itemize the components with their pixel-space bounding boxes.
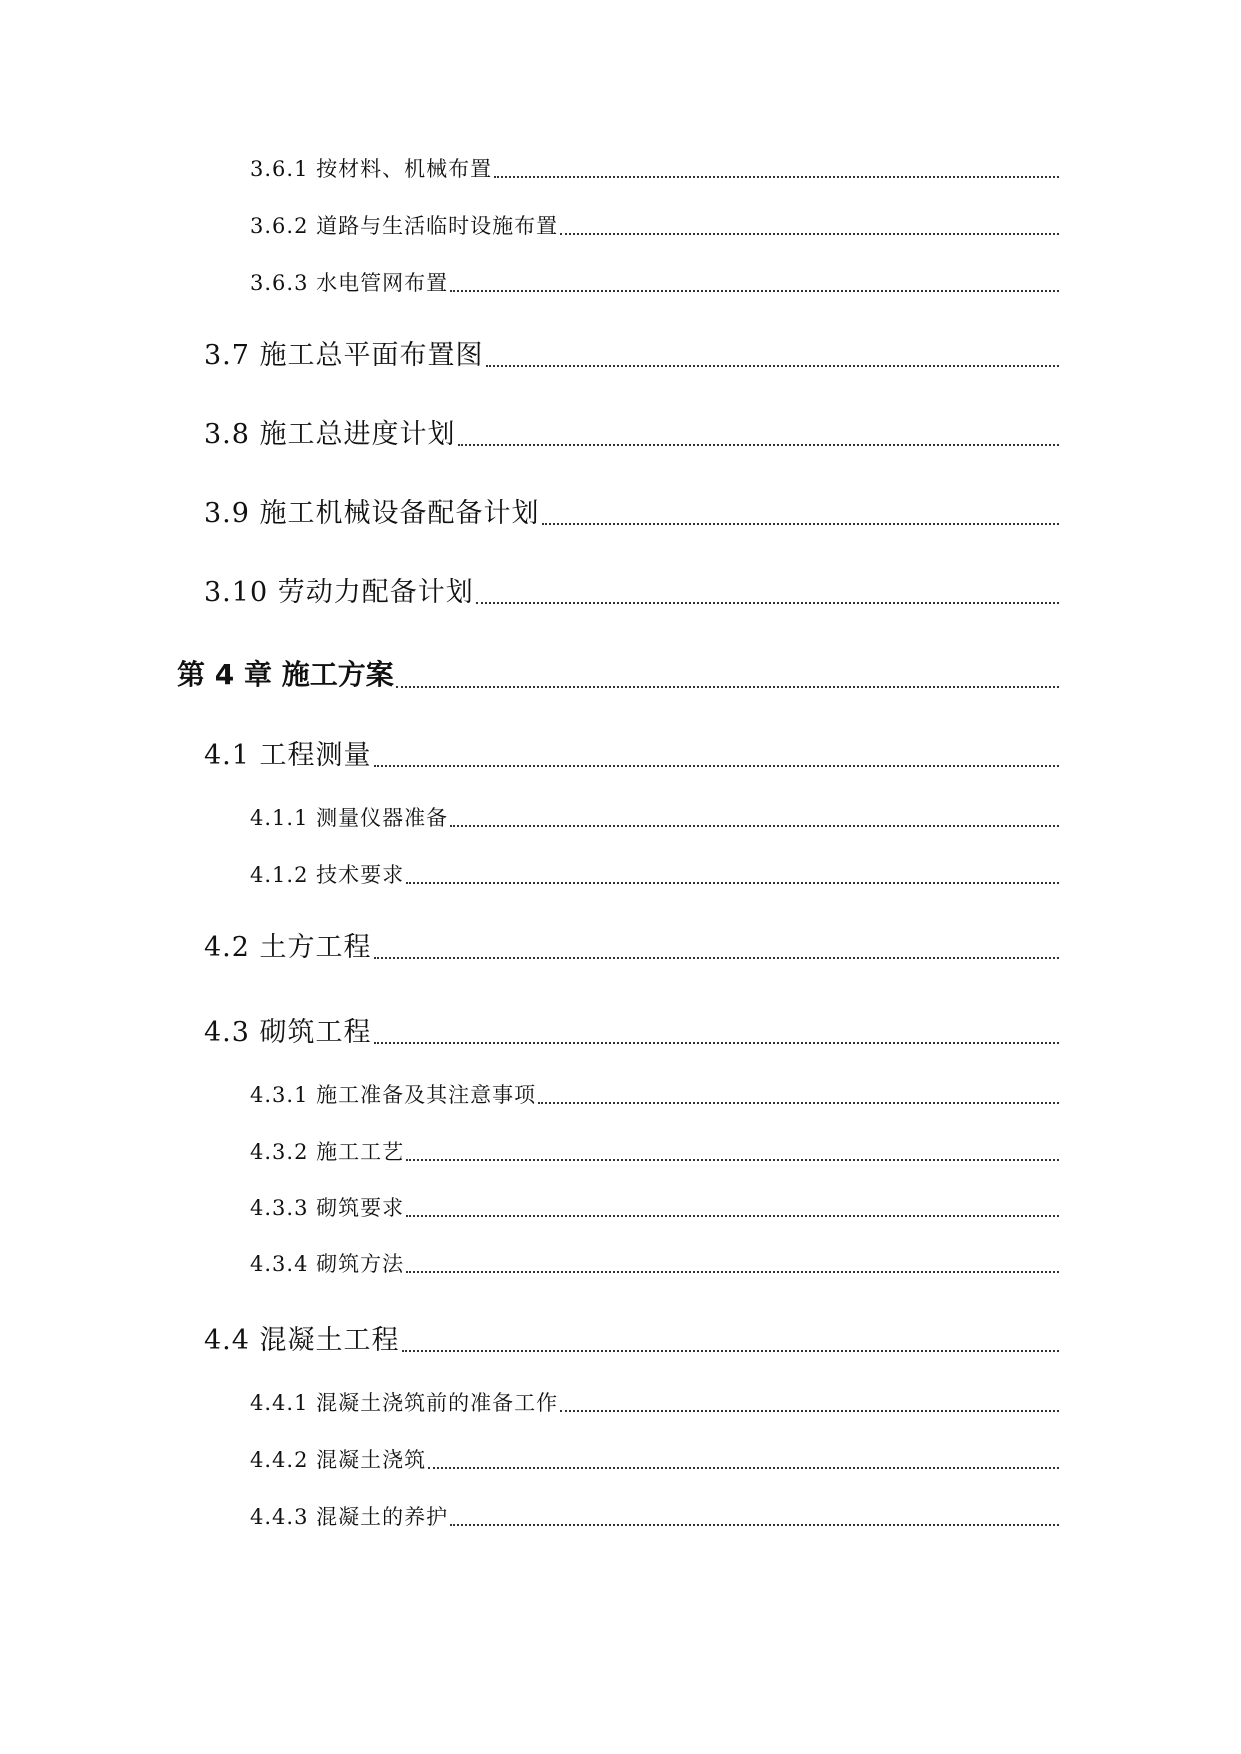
- dot-leader: [476, 602, 1059, 604]
- toc-entry-label: 4.1.2 技术要求: [250, 863, 405, 887]
- dot-leader: [486, 365, 1059, 367]
- dot-leader: [406, 1159, 1059, 1161]
- toc-entry-chapter-4[interactable]: [177, 653, 1059, 693]
- toc-entry-4-4-2[interactable]: [250, 1444, 1059, 1474]
- dot-leader: [538, 1102, 1059, 1104]
- dot-leader: [374, 1042, 1059, 1044]
- dot-leader: [560, 1410, 1059, 1412]
- toc-entry-3-8[interactable]: [204, 412, 1059, 451]
- toc-entry-label: 4.2 土方工程: [204, 932, 372, 963]
- toc-entry-label: 4.3 砌筑工程: [204, 1017, 372, 1048]
- toc-entry-label: 4.4.3 混凝土的养护: [250, 1505, 449, 1529]
- toc-entry-4-3-2[interactable]: [250, 1136, 1059, 1166]
- dot-leader: [402, 1350, 1059, 1352]
- toc-entry-label: 4.4.1 混凝土浇筑前的准备工作: [250, 1391, 559, 1415]
- dot-leader: [406, 1215, 1059, 1217]
- toc-entry-3-10[interactable]: [204, 570, 1059, 609]
- toc-entry-label: 4.3.4 砌筑方法: [250, 1252, 405, 1276]
- toc-entry-label: 第 4 章 施工方案: [177, 658, 394, 691]
- dot-leader: [374, 765, 1059, 767]
- dot-leader: [396, 686, 1059, 688]
- toc-entry-4-3-3[interactable]: [250, 1192, 1059, 1222]
- toc-entry-label: 3.9 施工机械设备配备计划: [204, 498, 540, 529]
- toc-entry-4-1-2[interactable]: [250, 859, 1059, 889]
- dot-leader: [374, 957, 1059, 959]
- toc-entry-label: 3.8 施工总进度计划: [204, 419, 456, 450]
- toc-entry-3-6-2[interactable]: [250, 210, 1059, 240]
- toc-entry-label: 4.1.1 测量仪器准备: [250, 806, 449, 830]
- toc-entry-3-7[interactable]: [204, 333, 1059, 372]
- toc-entry-label: 3.7 施工总平面布置图: [204, 340, 484, 371]
- dot-leader: [450, 825, 1059, 827]
- dot-leader: [450, 1524, 1059, 1526]
- toc-entry-4-3[interactable]: [204, 1010, 1059, 1049]
- toc-entry-4-4-1[interactable]: [250, 1387, 1059, 1417]
- dot-leader: [542, 523, 1059, 525]
- toc-entry-4-1[interactable]: [204, 733, 1059, 772]
- toc-entry-label: 4.4.2 混凝土浇筑: [250, 1448, 427, 1472]
- toc-entry-4-4[interactable]: [204, 1318, 1059, 1357]
- toc-entry-label: 4.3.3 砌筑要求: [250, 1196, 405, 1220]
- toc-entry-3-9[interactable]: [204, 491, 1059, 530]
- dot-leader: [428, 1467, 1059, 1469]
- dot-leader: [494, 176, 1059, 178]
- toc-entry-3-6-1[interactable]: [250, 153, 1059, 183]
- toc-entry-label: 4.3.2 施工工艺: [250, 1140, 405, 1164]
- toc-entry-4-2[interactable]: [204, 925, 1059, 964]
- toc-entry-label: 3.10 劳动力配备计划: [204, 577, 474, 608]
- toc-entry-4-3-4[interactable]: [250, 1248, 1059, 1278]
- dot-leader: [450, 290, 1059, 292]
- toc-entry-label: 3.6.3 水电管网布置: [250, 271, 449, 295]
- dot-leader: [458, 444, 1059, 446]
- toc-entry-label: 4.3.1 施工准备及其注意事项: [250, 1083, 537, 1107]
- toc-entry-label: 4.1 工程测量: [204, 740, 372, 771]
- toc-entry-4-3-1[interactable]: [250, 1079, 1059, 1109]
- toc-entry-4-1-1[interactable]: [250, 802, 1059, 832]
- dot-leader: [406, 882, 1059, 884]
- dot-leader: [406, 1271, 1059, 1273]
- toc-entry-3-6-3[interactable]: [250, 267, 1059, 297]
- toc-entry-label: 3.6.1 按材料、机械布置: [250, 157, 493, 181]
- toc-entry-label: 4.4 混凝土工程: [204, 1325, 400, 1356]
- toc-entry-4-4-3[interactable]: [250, 1501, 1059, 1531]
- dot-leader: [560, 233, 1059, 235]
- toc-entry-label: 3.6.2 道路与生活临时设施布置: [250, 214, 559, 238]
